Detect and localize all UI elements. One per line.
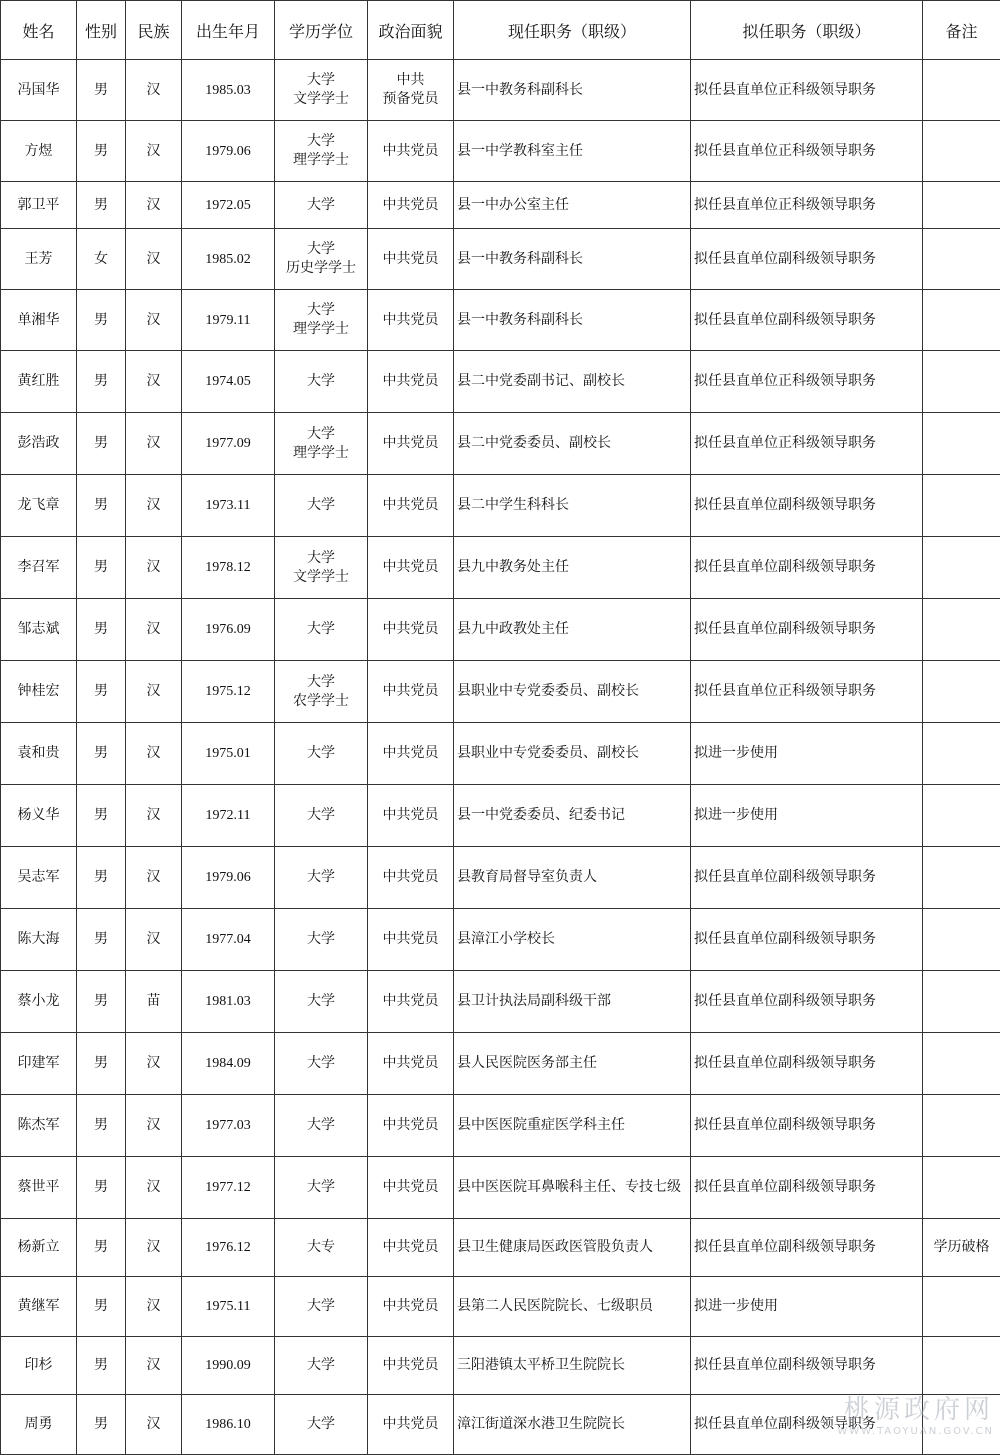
cell-current-post: 县人民医院医务部主任	[454, 1033, 691, 1095]
cell-note	[923, 1395, 1000, 1455]
cell-political-line: 中共党员	[371, 744, 450, 763]
cell-name: 印建军	[1, 1033, 77, 1095]
cell-education-line: 大学	[278, 868, 364, 887]
cell-ethnicity: 汉	[126, 537, 182, 599]
cell-gender: 男	[77, 351, 126, 413]
cell-current-post: 县一中办公室主任	[454, 182, 691, 229]
cell-political-line: 中共党员	[371, 372, 450, 391]
cell-education	[275, 290, 368, 351]
watermark-url: WWW.TAOYUAN.GOV.CN	[837, 1426, 994, 1437]
cell-political-line: 中共党员	[371, 196, 450, 215]
cell-birth: 1972.11	[182, 785, 275, 847]
cell-proposed-post: 拟任县直单位副科级领导职务	[691, 1219, 923, 1277]
cell-political-line: 中共党员	[371, 311, 450, 330]
cell-current-post: 县职业中专党委委员、副校长	[454, 661, 691, 723]
cell-ethnicity: 汉	[126, 1337, 182, 1395]
cell-education	[275, 661, 368, 723]
cell-ethnicity: 汉	[126, 290, 182, 351]
cell-note	[923, 661, 1000, 723]
cell-political	[368, 413, 454, 475]
cell-note	[923, 785, 1000, 847]
cell-political	[368, 1095, 454, 1157]
cell-name: 钟桂宏	[1, 661, 77, 723]
cell-name: 郭卫平	[1, 182, 77, 229]
cell-political	[368, 1337, 454, 1395]
table-row	[1, 1219, 1000, 1277]
cell-gender: 男	[77, 1395, 126, 1455]
cell-education	[275, 1033, 368, 1095]
cell-current-post: 县一中教务科副科长	[454, 290, 691, 351]
cell-gender: 男	[77, 1337, 126, 1395]
cell-education-line: 理学学士	[278, 444, 364, 463]
cell-education-line: 理学学士	[278, 320, 364, 339]
table-header-row	[1, 1, 1000, 60]
table-row	[1, 537, 1000, 599]
cell-note	[923, 1337, 1000, 1395]
cell-political	[368, 60, 454, 121]
cell-proposed-post: 拟任县直单位副科级领导职务	[691, 1337, 923, 1395]
cell-current-post: 漳江街道深水港卫生院院长	[454, 1395, 691, 1455]
cell-ethnicity: 苗	[126, 971, 182, 1033]
cell-name: 邹志斌	[1, 599, 77, 661]
cell-current-post: 县教育局督导室负责人	[454, 847, 691, 909]
cell-current-post: 三阳港镇太平桥卫生院院长	[454, 1337, 691, 1395]
cell-proposed-post: 拟任县直单位正科级领导职务	[691, 351, 923, 413]
cell-education-line: 农学学士	[278, 692, 364, 711]
cell-education	[275, 909, 368, 971]
cell-note	[923, 847, 1000, 909]
cell-political	[368, 121, 454, 182]
cell-current-post: 县一中教务科副科长	[454, 60, 691, 121]
cell-political	[368, 351, 454, 413]
cell-education-line: 大学	[278, 1116, 364, 1135]
cell-political	[368, 1157, 454, 1219]
cell-name: 印杉	[1, 1337, 77, 1395]
cell-political	[368, 290, 454, 351]
cell-ethnicity: 汉	[126, 847, 182, 909]
cell-political-line: 中共党员	[371, 1238, 450, 1257]
cell-gender: 女	[77, 229, 126, 290]
cell-ethnicity: 汉	[126, 413, 182, 475]
cell-political	[368, 1219, 454, 1277]
cell-education	[275, 229, 368, 290]
cell-education-line: 大学	[278, 425, 364, 444]
cell-education	[275, 537, 368, 599]
cell-birth: 1978.12	[182, 537, 275, 599]
cell-name: 吴志军	[1, 847, 77, 909]
cell-note	[923, 60, 1000, 121]
cell-education-line: 理学学士	[278, 151, 364, 170]
cell-birth: 1977.09	[182, 413, 275, 475]
table-row	[1, 909, 1000, 971]
cell-current-post: 县二中党委委员、副校长	[454, 413, 691, 475]
cell-political-line: 中共党员	[371, 434, 450, 453]
cell-current-post: 县一中学教科室主任	[454, 121, 691, 182]
cell-education	[275, 847, 368, 909]
cell-name: 单湘华	[1, 290, 77, 351]
cell-gender: 男	[77, 413, 126, 475]
cell-proposed-post: 拟任县直单位副科级领导职务	[691, 229, 923, 290]
cell-gender: 男	[77, 1277, 126, 1337]
cell-political-line: 中共党员	[371, 1356, 450, 1375]
cell-current-post: 县一中教务科副科长	[454, 229, 691, 290]
cell-political	[368, 785, 454, 847]
header-political: 政治面貌	[368, 1, 454, 60]
cell-political-line: 中共党员	[371, 142, 450, 161]
cell-political-line: 中共党员	[371, 992, 450, 1011]
cell-gender: 男	[77, 1219, 126, 1277]
cell-ethnicity: 汉	[126, 1095, 182, 1157]
cell-education-line: 大学	[278, 301, 364, 320]
cell-political-line: 中共党员	[371, 868, 450, 887]
cell-education	[275, 413, 368, 475]
table-row	[1, 1095, 1000, 1157]
cell-ethnicity: 汉	[126, 1033, 182, 1095]
cell-education-line: 大学	[278, 1178, 364, 1197]
cell-note	[923, 229, 1000, 290]
cell-proposed-post: 拟任县直单位正科级领导职务	[691, 121, 923, 182]
header-education: 学历学位	[275, 1, 368, 60]
cell-education	[275, 1219, 368, 1277]
cell-proposed-post: 拟进一步使用	[691, 785, 923, 847]
cell-name: 陈大海	[1, 909, 77, 971]
cell-ethnicity: 汉	[126, 785, 182, 847]
cell-political	[368, 182, 454, 229]
cell-gender: 男	[77, 909, 126, 971]
cell-ethnicity: 汉	[126, 1277, 182, 1337]
cell-education-line: 大学	[278, 132, 364, 151]
cell-proposed-post: 拟任县直单位副科级领导职务	[691, 599, 923, 661]
cell-birth: 1990.09	[182, 1337, 275, 1395]
cell-political	[368, 847, 454, 909]
cell-education	[275, 599, 368, 661]
cell-political	[368, 475, 454, 537]
cell-political-line: 中共	[371, 71, 450, 90]
cell-education-line: 大学	[278, 71, 364, 90]
cell-current-post: 县中医医院重症医学科主任	[454, 1095, 691, 1157]
cell-proposed-post: 拟任县直单位副科级领导职务	[691, 971, 923, 1033]
cell-note	[923, 909, 1000, 971]
cell-birth: 1973.11	[182, 475, 275, 537]
cell-current-post: 县二中党委副书记、副校长	[454, 351, 691, 413]
cell-political-line: 中共党员	[371, 806, 450, 825]
cell-name: 陈杰军	[1, 1095, 77, 1157]
cell-name: 杨新立	[1, 1219, 77, 1277]
cell-political-line: 中共党员	[371, 250, 450, 269]
cell-education	[275, 1095, 368, 1157]
table-row	[1, 413, 1000, 475]
cell-political	[368, 723, 454, 785]
cell-political	[368, 1395, 454, 1455]
cell-education-line: 大学	[278, 372, 364, 391]
table-row	[1, 475, 1000, 537]
cell-education-line: 大学	[278, 496, 364, 515]
cell-political-line: 中共党员	[371, 1054, 450, 1073]
cell-political	[368, 1277, 454, 1337]
cell-birth: 1985.02	[182, 229, 275, 290]
table-row	[1, 1157, 1000, 1219]
cell-birth: 1976.12	[182, 1219, 275, 1277]
cell-note: 学历破格	[923, 1219, 1000, 1277]
cell-note	[923, 971, 1000, 1033]
cell-political	[368, 661, 454, 723]
cell-birth: 1976.09	[182, 599, 275, 661]
cell-current-post: 县漳江小学校长	[454, 909, 691, 971]
table-row	[1, 1395, 1000, 1455]
header-proposed-post: 拟任职务（职级）	[691, 1, 923, 60]
cell-note	[923, 1095, 1000, 1157]
cell-birth: 1974.05	[182, 351, 275, 413]
cell-political	[368, 229, 454, 290]
cell-name: 龙飞章	[1, 475, 77, 537]
cell-education	[275, 60, 368, 121]
header-current-post: 现任职务（职级）	[454, 1, 691, 60]
table-row	[1, 785, 1000, 847]
header-gender: 性别	[77, 1, 126, 60]
cell-note	[923, 723, 1000, 785]
cell-ethnicity: 汉	[126, 351, 182, 413]
cell-proposed-post: 拟任县直单位正科级领导职务	[691, 413, 923, 475]
cell-proposed-post: 拟任县直单位副科级领导职务	[691, 290, 923, 351]
cell-gender: 男	[77, 1033, 126, 1095]
cell-education-line: 大学	[278, 930, 364, 949]
cell-ethnicity: 汉	[126, 475, 182, 537]
cell-education-line: 大学	[278, 1297, 364, 1316]
cell-education-line: 文学学士	[278, 568, 364, 587]
table-row	[1, 723, 1000, 785]
cell-note	[923, 351, 1000, 413]
cell-note	[923, 599, 1000, 661]
cell-proposed-post: 拟任县直单位副科级领导职务	[691, 1095, 923, 1157]
cell-proposed-post: 拟任县直单位副科级领导职务	[691, 847, 923, 909]
cell-birth: 1977.04	[182, 909, 275, 971]
cell-birth: 1972.05	[182, 182, 275, 229]
cell-education	[275, 723, 368, 785]
cell-education	[275, 121, 368, 182]
cell-ethnicity: 汉	[126, 599, 182, 661]
cell-name: 黄继军	[1, 1277, 77, 1337]
cell-political	[368, 537, 454, 599]
cell-education	[275, 1337, 368, 1395]
cell-education-line: 大学	[278, 620, 364, 639]
cell-name: 李召军	[1, 537, 77, 599]
cell-gender: 男	[77, 121, 126, 182]
cell-education-line: 大专	[278, 1238, 364, 1257]
cell-political-line: 中共党员	[371, 496, 450, 515]
cell-name: 袁和贵	[1, 723, 77, 785]
cell-ethnicity: 汉	[126, 1157, 182, 1219]
cell-education	[275, 1277, 368, 1337]
cell-education-line: 大学	[278, 1054, 364, 1073]
cell-education-line: 文学学士	[278, 90, 364, 109]
cell-political-line: 预备党员	[371, 90, 450, 109]
cell-note	[923, 290, 1000, 351]
cell-gender: 男	[77, 785, 126, 847]
cell-education-line: 大学	[278, 1356, 364, 1375]
cell-current-post: 县一中党委委员、纪委书记	[454, 785, 691, 847]
cell-birth: 1986.10	[182, 1395, 275, 1455]
cell-education-line: 大学	[278, 806, 364, 825]
table-row	[1, 182, 1000, 229]
cell-political	[368, 1033, 454, 1095]
table-row	[1, 121, 1000, 182]
header-birth: 出生年月	[182, 1, 275, 60]
cell-ethnicity: 汉	[126, 182, 182, 229]
table-row	[1, 351, 1000, 413]
cell-education-line: 大学	[278, 1415, 364, 1434]
cell-political-line: 中共党员	[371, 1178, 450, 1197]
cell-birth: 1975.11	[182, 1277, 275, 1337]
cell-birth: 1985.03	[182, 60, 275, 121]
cell-education-line: 大学	[278, 744, 364, 763]
cell-gender: 男	[77, 599, 126, 661]
cell-education	[275, 1157, 368, 1219]
cell-ethnicity: 汉	[126, 60, 182, 121]
cell-proposed-post: 拟进一步使用	[691, 1277, 923, 1337]
cell-proposed-post: 拟任县直单位正科级领导职务	[691, 60, 923, 121]
cell-gender: 男	[77, 971, 126, 1033]
cell-political-line: 中共党员	[371, 682, 450, 701]
cell-name: 彭浩政	[1, 413, 77, 475]
cell-current-post: 县九中政教处主任	[454, 599, 691, 661]
cell-education-line: 历史学学士	[278, 259, 364, 278]
table-body	[1, 60, 1000, 1455]
cell-name: 黄红胜	[1, 351, 77, 413]
cell-note	[923, 182, 1000, 229]
cell-education	[275, 182, 368, 229]
cell-note	[923, 1033, 1000, 1095]
cell-current-post: 县中医医院耳鼻喉科主任、专技七级	[454, 1157, 691, 1219]
cell-political	[368, 599, 454, 661]
cell-note	[923, 1277, 1000, 1337]
cell-education	[275, 1395, 368, 1455]
cell-political-line: 中共党员	[371, 558, 450, 577]
cell-gender: 男	[77, 475, 126, 537]
cell-political-line: 中共党员	[371, 1297, 450, 1316]
table-row	[1, 971, 1000, 1033]
cell-ethnicity: 汉	[126, 1395, 182, 1455]
cell-current-post: 县九中教务处主任	[454, 537, 691, 599]
cell-proposed-post: 拟任县直单位副科级领导职务	[691, 475, 923, 537]
cell-education	[275, 785, 368, 847]
header-name: 姓名	[1, 1, 77, 60]
cell-birth: 1975.01	[182, 723, 275, 785]
cell-name: 周勇	[1, 1395, 77, 1455]
cell-education-line: 大学	[278, 992, 364, 1011]
table-row	[1, 1277, 1000, 1337]
cell-education	[275, 475, 368, 537]
cell-note	[923, 121, 1000, 182]
cell-note	[923, 1157, 1000, 1219]
cell-proposed-post: 拟任县直单位正科级领导职务	[691, 661, 923, 723]
cell-current-post: 县卫计执法局副科级干部	[454, 971, 691, 1033]
cell-birth: 1979.06	[182, 847, 275, 909]
table-row	[1, 599, 1000, 661]
cell-political-line: 中共党员	[371, 1415, 450, 1434]
cell-political-line: 中共党员	[371, 620, 450, 639]
cell-name: 蔡小龙	[1, 971, 77, 1033]
cell-current-post: 县职业中专党委委员、副校长	[454, 723, 691, 785]
cell-birth: 1977.12	[182, 1157, 275, 1219]
cell-proposed-post: 拟任县直单位副科级领导职务	[691, 1395, 923, 1455]
cell-birth: 1981.03	[182, 971, 275, 1033]
cell-education	[275, 971, 368, 1033]
cell-ethnicity: 汉	[126, 723, 182, 785]
cell-education-line: 大学	[278, 196, 364, 215]
cell-ethnicity: 汉	[126, 229, 182, 290]
cell-gender: 男	[77, 661, 126, 723]
cell-gender: 男	[77, 847, 126, 909]
header-ethnicity: 民族	[126, 1, 182, 60]
table-row	[1, 1337, 1000, 1395]
cell-ethnicity: 汉	[126, 909, 182, 971]
cell-birth: 1979.06	[182, 121, 275, 182]
cell-name: 方煜	[1, 121, 77, 182]
table-row	[1, 847, 1000, 909]
cell-education	[275, 351, 368, 413]
table-row	[1, 60, 1000, 121]
cell-proposed-post: 拟进一步使用	[691, 723, 923, 785]
cell-current-post: 县第二人民医院院长、七级职员	[454, 1277, 691, 1337]
cell-gender: 男	[77, 182, 126, 229]
cell-note	[923, 413, 1000, 475]
cell-proposed-post: 拟任县直单位副科级领导职务	[691, 1157, 923, 1219]
cell-name: 杨义华	[1, 785, 77, 847]
cell-note	[923, 475, 1000, 537]
table-row	[1, 1033, 1000, 1095]
cell-education-line: 大学	[278, 673, 364, 692]
cell-ethnicity: 汉	[126, 1219, 182, 1277]
cell-proposed-post: 拟任县直单位副科级领导职务	[691, 909, 923, 971]
cell-name: 王芳	[1, 229, 77, 290]
table-row	[1, 661, 1000, 723]
cell-gender: 男	[77, 537, 126, 599]
cell-current-post: 县卫生健康局医政医管股负责人	[454, 1219, 691, 1277]
header-note: 备注	[923, 1, 1000, 60]
cell-name: 蔡世平	[1, 1157, 77, 1219]
cell-gender: 男	[77, 60, 126, 121]
cell-political	[368, 909, 454, 971]
cell-current-post: 县二中学生科科长	[454, 475, 691, 537]
cell-gender: 男	[77, 290, 126, 351]
watermark-text: 桃源政府网	[837, 1389, 994, 1426]
cell-political-line: 中共党员	[371, 930, 450, 949]
cell-proposed-post: 拟任县直单位副科级领导职务	[691, 537, 923, 599]
table-row	[1, 290, 1000, 351]
cell-birth: 1977.03	[182, 1095, 275, 1157]
cell-birth: 1975.12	[182, 661, 275, 723]
cell-political-line: 中共党员	[371, 1116, 450, 1135]
cell-note	[923, 537, 1000, 599]
cell-education-line: 大学	[278, 549, 364, 568]
cell-ethnicity: 汉	[126, 121, 182, 182]
cell-ethnicity: 汉	[126, 661, 182, 723]
table-row	[1, 229, 1000, 290]
cell-political	[368, 971, 454, 1033]
cell-gender: 男	[77, 723, 126, 785]
cell-gender: 男	[77, 1157, 126, 1219]
cell-birth: 1979.11	[182, 290, 275, 351]
cell-birth: 1984.09	[182, 1033, 275, 1095]
cell-education-line: 大学	[278, 240, 364, 259]
cell-proposed-post: 拟任县直单位副科级领导职务	[691, 1033, 923, 1095]
cell-name: 冯国华	[1, 60, 77, 121]
cell-gender: 男	[77, 1095, 126, 1157]
cell-proposed-post: 拟任县直单位正科级领导职务	[691, 182, 923, 229]
